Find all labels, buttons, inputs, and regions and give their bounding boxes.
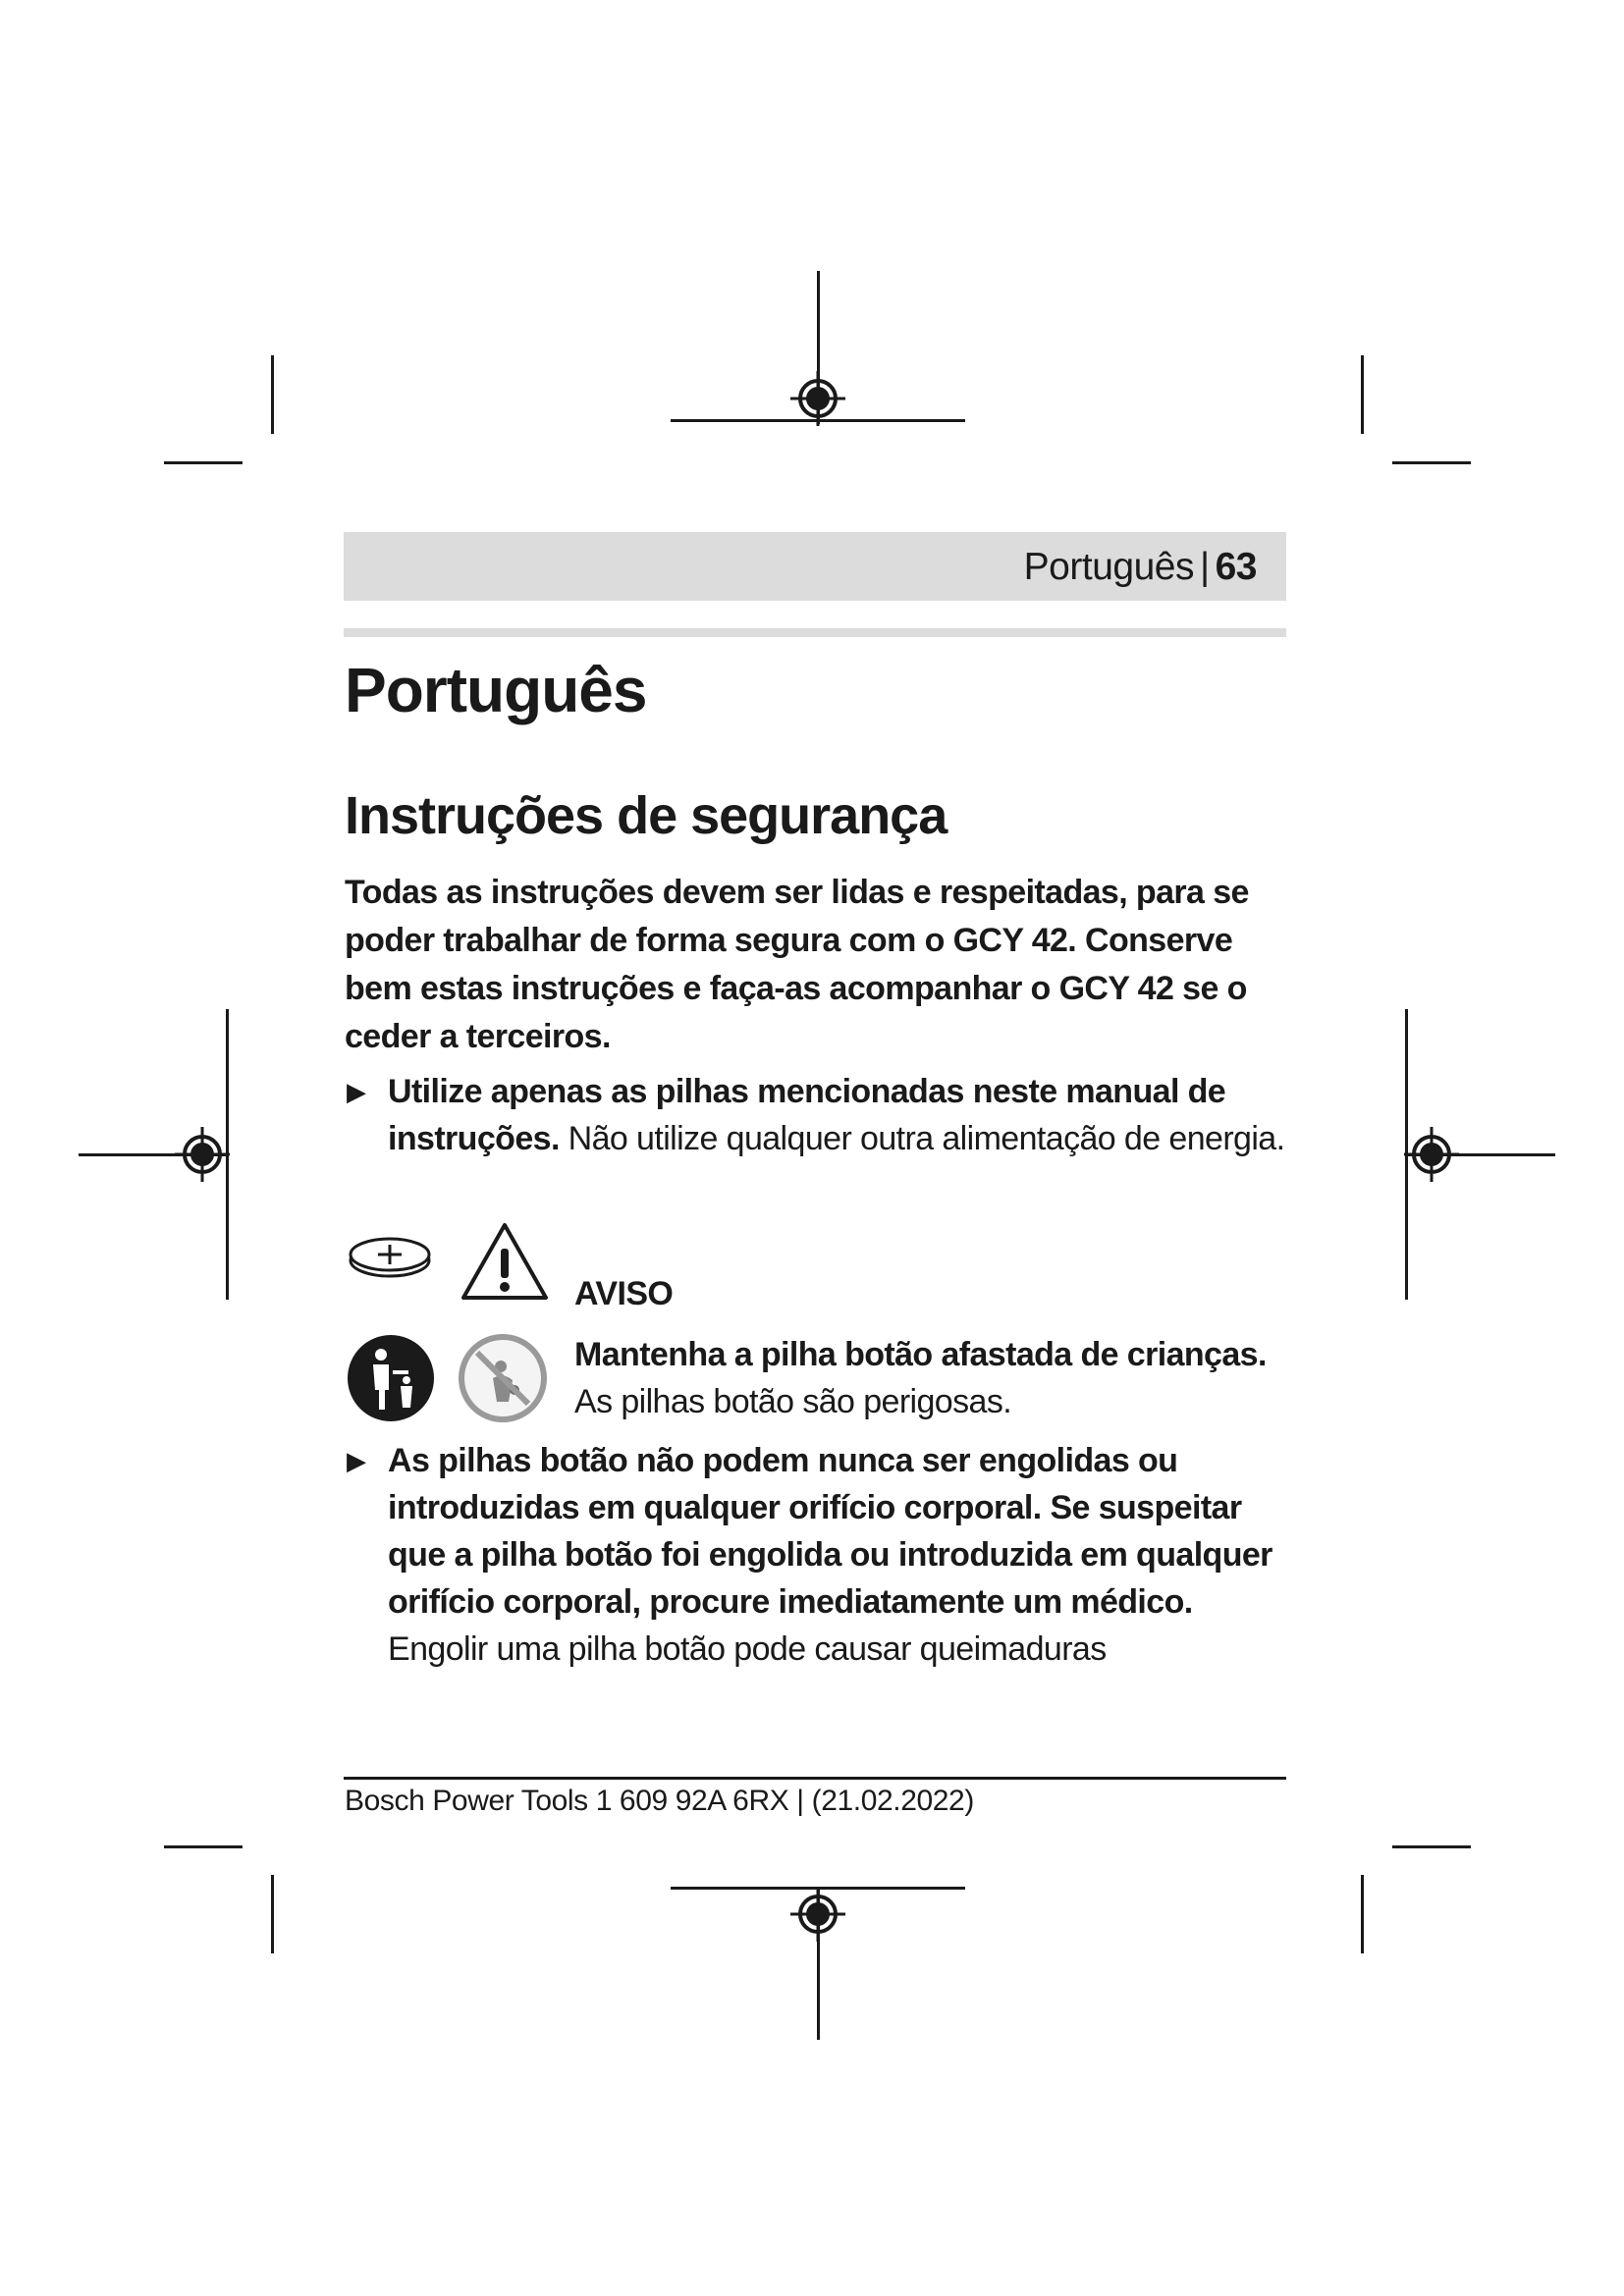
crop-mark [164,461,243,464]
header-separator: | [1199,546,1210,588]
page-title: Português [345,655,647,725]
crop-mark [271,1875,274,1953]
intro-paragraph: Todas as instruções devem ser lidas e respeitadas, para se poder trabalhar de forma segura com o GCY 42. Conserve bem estas instruções e faça-as acompanhar o GCY 42 se o ceder a terceiros. [345,874,1249,1055]
registration-mark-icon [1404,1127,1459,1182]
list-item-text [347,1068,1289,1162]
keep-away-from-children-icon [346,1333,436,1423]
page-footer: Bosch Power Tools 1 609 92A 6RX | (21.02.2022) [345,1785,974,1817]
list-item [347,1437,1289,1673]
crop-mark [1361,1875,1364,1953]
do-not-swallow-icon [458,1333,548,1423]
page-number: 63 [1215,546,1257,588]
section-title: Instruções de segurança [345,786,947,845]
crop-mark [1392,461,1471,464]
list-item-text [347,1437,1289,1673]
crop-mark [1392,1845,1471,1848]
button-cell-battery-icon [349,1235,431,1280]
list-item-normal: Não utilize qualquer outra alimentação de energia. [559,1120,1285,1157]
warning-triangle-icon [460,1221,550,1302]
warning-normal: As pilhas botão são perigosas. [574,1383,1012,1420]
crop-mark [1361,355,1364,434]
header-rule [344,628,1286,637]
registration-mark-icon [790,371,845,426]
warning-title: AVISO [574,1275,674,1312]
bullet-arrow-icon: ▶ [347,1077,366,1106]
registration-mark-icon [790,1887,845,1942]
crop-mark [271,355,274,434]
list-item-bold: As pilhas botão não podem nunca ser engolidas ou introduzidas em qualquer orifício corporal. Se suspeitar que a pilha botão foi engolida ou introduzida em qualquer orifício corporal, procure imediatamente um médico. [388,1442,1272,1621]
warning-text [574,1331,1281,1425]
registration-mark-icon [175,1127,230,1182]
footer-rule [344,1777,1286,1780]
bullet-arrow-icon: ▶ [347,1446,366,1475]
crop-mark [164,1845,243,1848]
header-section: Português [1023,546,1194,588]
page-header [344,532,1286,601]
warning-block [574,1270,1281,1425]
list-item [347,1068,1289,1162]
list-item-normal: Engolir uma pilha botão pode causar queimaduras [388,1630,1107,1668]
list-item-bold: Utilize apenas as pilhas mencionadas neste manual de instruções. [388,1073,1226,1157]
warning-bold: Mantenha a pilha botão afastada de crianças. [574,1336,1267,1373]
